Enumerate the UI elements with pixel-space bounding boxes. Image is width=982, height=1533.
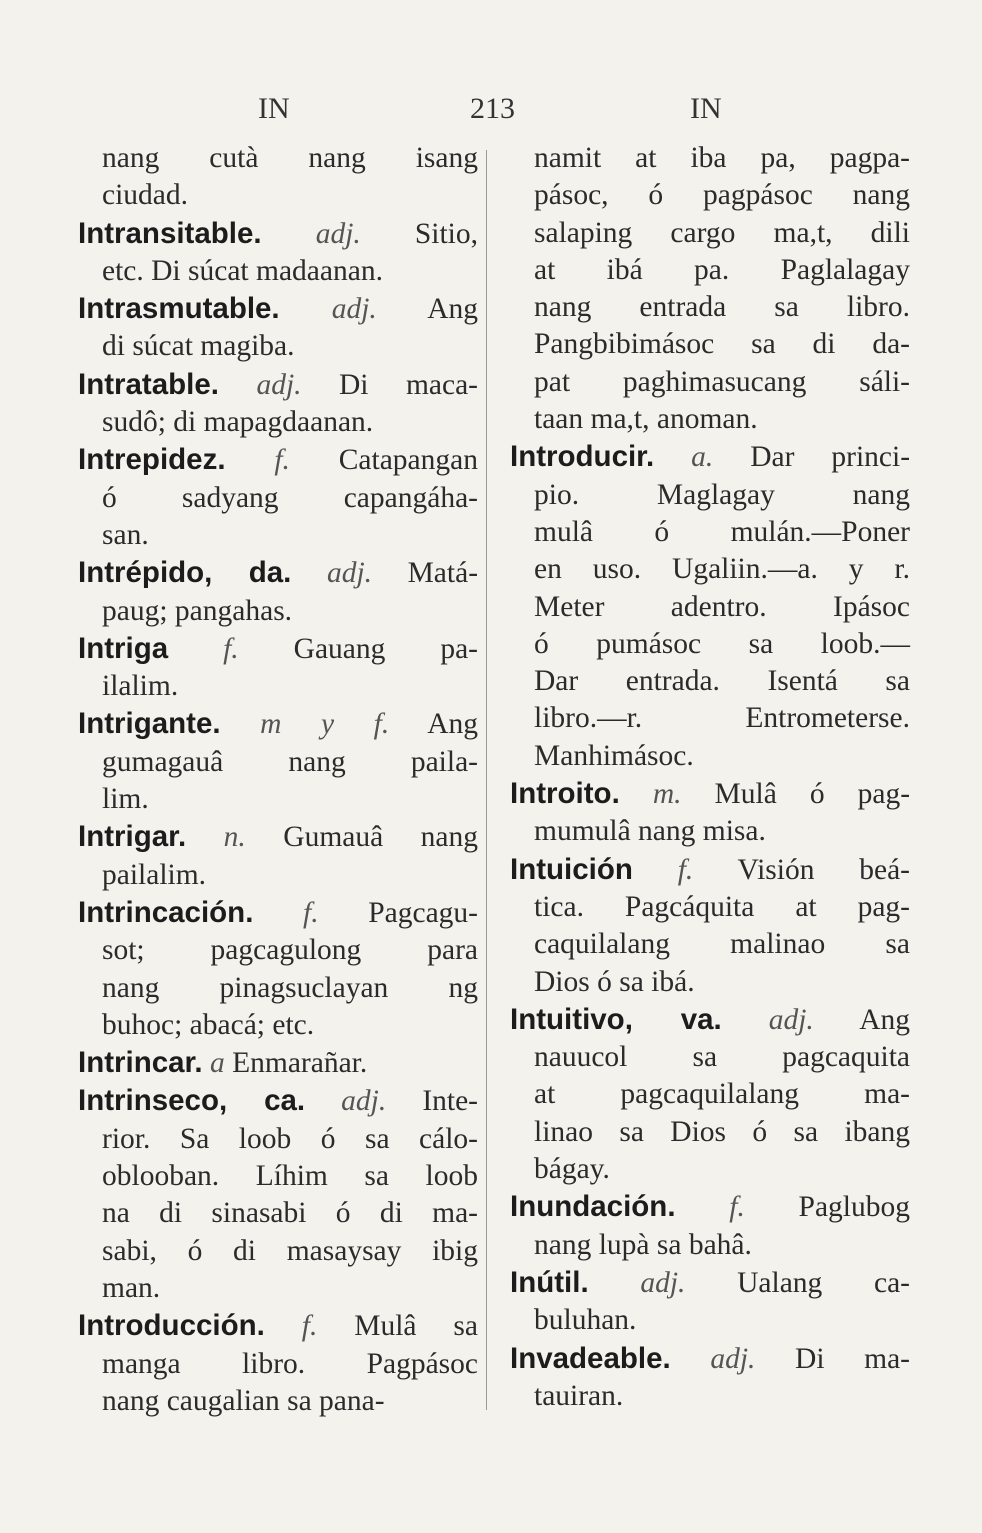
definition-text: Gumauâ nang — [283, 821, 479, 854]
grammar-tag: adj. — [341, 1085, 387, 1118]
page-header — [0, 92, 982, 132]
definition-text: Matá- — [407, 557, 479, 590]
definition-text: Ang — [427, 293, 478, 326]
grammar-tag: f. — [729, 1191, 745, 1224]
entry-line: bágay. — [534, 1153, 610, 1186]
entry-line: Pangbibimásoc sa di da- — [534, 328, 910, 361]
entry-line — [510, 1188, 910, 1226]
grammar-tag: f. — [677, 853, 694, 886]
definition-text: Gauang pa- — [293, 632, 478, 665]
grammar-tag: a. — [691, 441, 714, 474]
grammar-tag: a — [209, 1047, 225, 1080]
entry-line — [510, 775, 910, 813]
entry-line: mulâ ó mulán.—Poner — [534, 515, 910, 548]
entry-line: oblooban. Líhim sa loob — [102, 1160, 478, 1193]
grammar-tag: adj. — [326, 557, 373, 590]
left-column — [78, 140, 478, 1420]
definition-text: Di maca- — [339, 368, 479, 401]
entry-line — [510, 1340, 910, 1378]
entry-line: Manhimásoc. — [534, 739, 694, 772]
headword: Invadeable. — [510, 1341, 671, 1375]
grammar-tag: m y f. — [260, 708, 390, 741]
entry-line: paug; pangahas. — [102, 594, 293, 627]
headword: Intrasmutable. — [78, 292, 280, 326]
dictionary-entry — [510, 1340, 910, 1416]
entry-line: buhoc; abacá; etc. — [102, 1008, 315, 1041]
entry-line: linao sa Dios ó sa ibang — [534, 1115, 910, 1148]
entry-line: pailalim. — [102, 858, 207, 891]
entry-line: en uso. Ugaliin.—a. y r. — [534, 553, 910, 586]
entry-line: nang cutà nang isang — [102, 142, 478, 174]
grammar-tag: f. — [303, 896, 319, 929]
definition-text: Inte- — [422, 1085, 478, 1118]
definition-text: Ualang ca- — [737, 1266, 910, 1299]
dictionary-entry — [78, 1307, 478, 1420]
entry-line: Dios ó sa ibá. — [534, 965, 695, 998]
entry-line: ó sadyang capangáha- — [102, 481, 478, 514]
entry-line: ilalim. — [102, 670, 179, 703]
grammar-tag: adj. — [710, 1342, 756, 1375]
entry-line: pásoc, ó pagpásoc nang — [534, 179, 910, 212]
page-number: 213 — [470, 92, 515, 125]
entry-line: di súcat magiba. — [102, 330, 295, 363]
entry-line: taan ma,t, anoman. — [534, 403, 758, 436]
headword: Intratable. — [78, 367, 219, 401]
grammar-tag: f. — [223, 632, 239, 665]
headword: Inútil. — [510, 1265, 589, 1299]
definition-text: Ang — [427, 708, 478, 741]
entry-continuation — [510, 140, 910, 438]
entry-line: nauucol sa pagcaquita — [534, 1041, 910, 1074]
entry-line — [510, 1264, 910, 1302]
entry-line — [78, 630, 478, 668]
definition-text: Visión beá- — [737, 853, 911, 886]
headword: Intriga — [78, 631, 169, 665]
entry-line: tauiran. — [534, 1379, 624, 1412]
definition-text: Ang — [859, 1003, 910, 1036]
right-column — [510, 140, 910, 1415]
grammar-tag: adj. — [256, 368, 302, 401]
entry-line: nang pinagsuclayan ng — [102, 971, 478, 1004]
dictionary-entry — [510, 851, 910, 1001]
headword: Intrépido, da. — [78, 556, 292, 590]
entry-line — [78, 290, 478, 328]
entry-line: san. — [102, 518, 149, 551]
entry-line: salaping cargo ma,t, dili — [534, 216, 910, 249]
definition-text: Paglubog — [798, 1191, 910, 1224]
entry-line: manga libro. Pagpásoc — [102, 1347, 478, 1380]
entry-line: sabi, ó di masaysay ibig — [102, 1234, 478, 1267]
entry-line: namit at iba pa, pagpa- — [534, 142, 910, 174]
column-divider — [486, 150, 487, 1410]
headword: Intrepidez. — [78, 443, 226, 477]
definition-text: Enmarañar. — [232, 1047, 368, 1080]
definition-text: Sitio, — [414, 217, 478, 250]
entry-line: nang lupà sa bahâ. — [534, 1228, 752, 1261]
grammar-tag: f. — [274, 444, 290, 477]
entry-line: at pagcaquilalang ma- — [534, 1078, 910, 1111]
entry-line: Dar entrada. Isentá sa — [534, 665, 910, 698]
entry-line: caquilalang malinao sa — [534, 928, 910, 961]
grammar-tag: n. — [223, 821, 246, 854]
definition-text: Pagcagu- — [368, 896, 479, 929]
entry-line — [78, 366, 478, 404]
entry-line — [78, 1082, 478, 1120]
entry-line — [510, 438, 910, 476]
dictionary-entry — [78, 215, 478, 291]
dictionary-entry — [78, 894, 478, 1044]
entry-line: mumulâ nang misa. — [534, 815, 766, 848]
dictionary-entry — [78, 705, 478, 818]
headword: Intrinseco, ca. — [78, 1084, 306, 1118]
dictionary-entry — [78, 441, 478, 554]
headword: Intrigante. — [78, 707, 221, 741]
headword: Inundación. — [510, 1190, 676, 1224]
headword: Intuición — [510, 852, 633, 886]
headword: Intrincar. — [78, 1046, 203, 1080]
headword: Introducir. — [510, 440, 655, 474]
definition-text: Mulâ ó pag- — [714, 778, 911, 811]
dictionary-entry — [78, 1044, 478, 1082]
dictionary-entry — [510, 1264, 910, 1340]
entry-line — [510, 1001, 910, 1039]
entry-line: ó pumásoc sa loob.— — [534, 627, 910, 660]
entry-line: rior. Sa loob ó sa cálo- — [102, 1122, 478, 1155]
entry-line: tica. Pagcáquita at pag- — [534, 890, 910, 923]
headword: Introito. — [510, 777, 620, 811]
entry-line — [510, 851, 910, 889]
definition-text: Catapangan — [338, 444, 478, 477]
definition-text: Mulâ sa — [354, 1310, 479, 1343]
entry-line: nang caugalian sa pana- — [102, 1384, 385, 1417]
header-right-guide: IN — [690, 92, 722, 125]
entry-line: buluhan. — [534, 1304, 637, 1337]
entry-line — [78, 705, 478, 743]
entry-line — [78, 554, 478, 592]
headword: Intrincación. — [78, 895, 254, 929]
grammar-tag: f. — [301, 1310, 318, 1343]
entry-line: sudô; di mapagdaanan. — [102, 406, 374, 439]
entry-line — [78, 818, 478, 856]
entry-line: pio. Maglagay nang — [534, 478, 910, 511]
dictionary-entry — [510, 438, 910, 775]
dictionary-entry — [510, 1001, 910, 1188]
entry-line: sot; pagcagulong para — [102, 934, 478, 967]
headword: Intuitivo, va. — [510, 1002, 722, 1036]
entry-line: Meter adentro. Ipásoc — [534, 590, 910, 623]
entry-line — [78, 894, 478, 932]
dictionary-entry — [510, 1188, 910, 1264]
grammar-tag: adj. — [315, 217, 361, 250]
entry-line: ciudad. — [102, 179, 189, 212]
entry-line: at ibá pa. Paglalagay — [534, 253, 910, 286]
dictionary-entry — [78, 818, 478, 894]
entry-line — [78, 1307, 478, 1345]
dictionary-entry — [78, 366, 478, 442]
entry-line: etc. Di súcat madaanan. — [102, 254, 383, 287]
entry-line: nang entrada sa libro. — [534, 291, 910, 324]
entry-line: man. — [102, 1271, 161, 1304]
header-left-guide: IN — [258, 92, 290, 125]
grammar-tag: m. — [652, 778, 682, 811]
dictionary-entry — [78, 630, 478, 706]
definition-text: Di ma- — [795, 1342, 910, 1375]
entry-line: lim. — [102, 783, 149, 816]
headword: Intransitable. — [78, 216, 262, 250]
dictionary-entry — [78, 290, 478, 366]
entry-line: libro.—r. Entrometerse. — [534, 702, 910, 735]
grammar-tag: adj. — [640, 1266, 686, 1299]
entry-line — [78, 1044, 478, 1082]
dictionary-entry — [78, 1082, 478, 1307]
entry-line — [78, 215, 478, 253]
entry-line: na di sinasabi ó di ma- — [102, 1197, 478, 1230]
entry-line — [78, 441, 478, 479]
definition-text: Dar princi- — [750, 441, 911, 474]
dictionary-entry — [78, 554, 478, 630]
dictionary-entry — [510, 775, 910, 851]
grammar-tag: adj. — [331, 293, 377, 326]
headword: Intrigar. — [78, 820, 187, 854]
entry-continuation — [78, 140, 478, 215]
entry-line: pat paghimasucang sáli- — [534, 365, 910, 398]
entry-line: gumagauâ nang paila- — [102, 745, 478, 778]
grammar-tag: adj. — [768, 1003, 814, 1036]
headword: Introducción. — [78, 1309, 265, 1343]
